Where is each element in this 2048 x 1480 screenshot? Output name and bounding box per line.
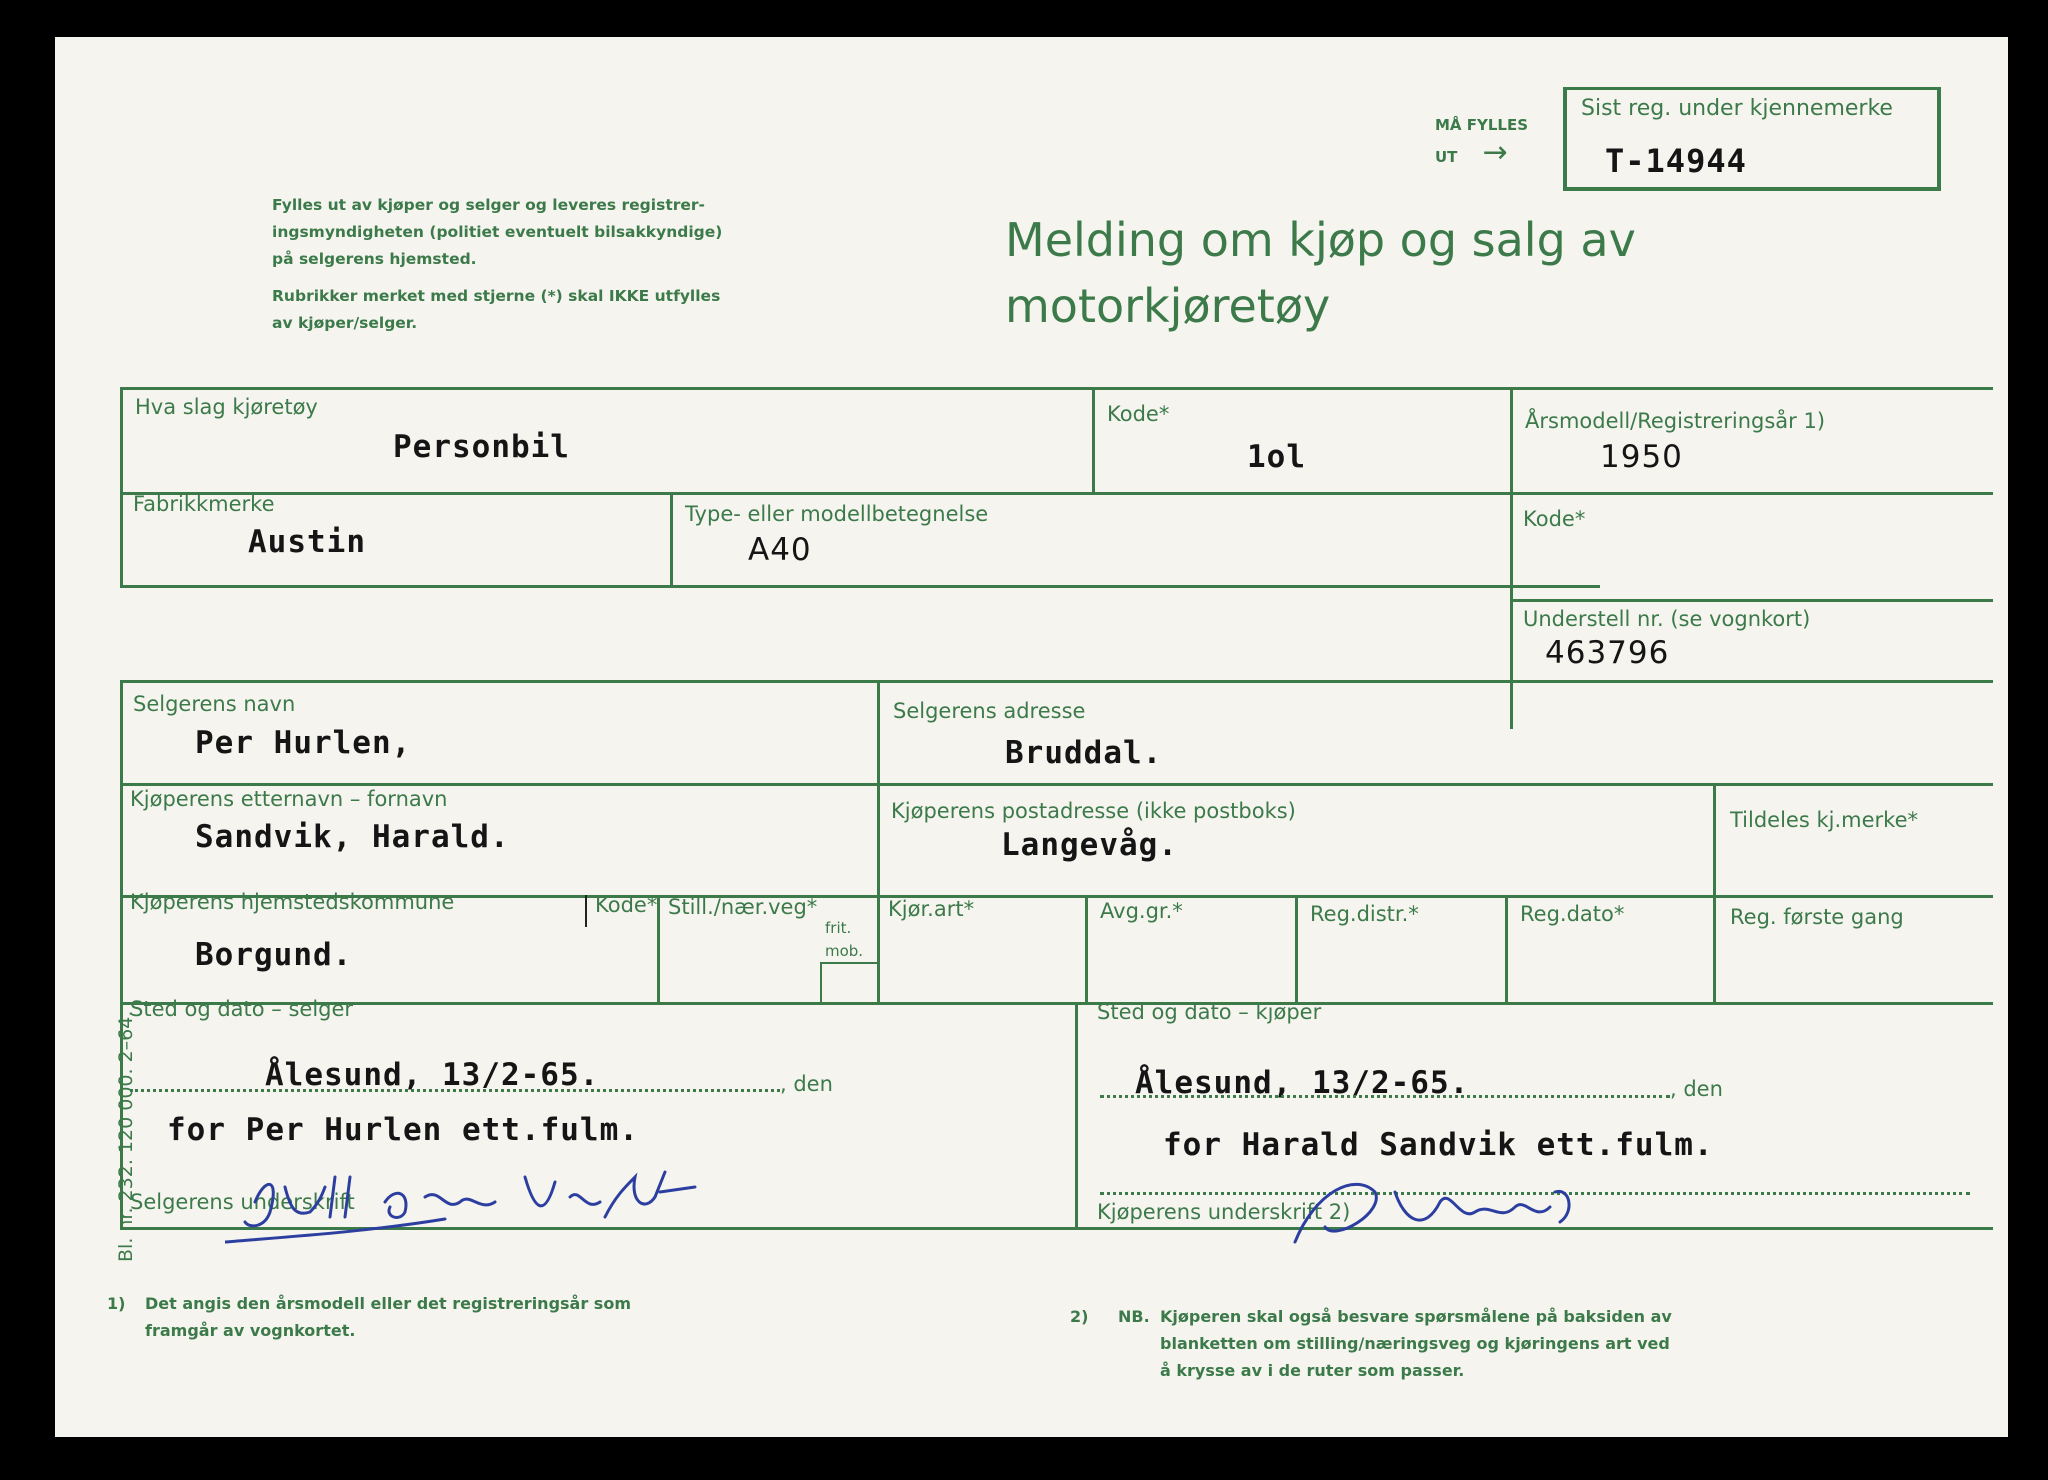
footnote-2-line: blanketten om stilling/næringsveg og kjøringens art ved <box>1160 1334 1670 1353</box>
rule <box>877 895 880 1005</box>
model-value[interactable]: A40 <box>748 532 812 568</box>
form-title-line2: motorkjøretøy <box>1005 279 1331 333</box>
form-title-line1: Melding om kjøp og salg av <box>1005 213 1636 267</box>
buyer-place-value[interactable]: Ålesund, 13/2-65. <box>1135 1065 1470 1101</box>
instruction-line: ingsmyndigheten (politiet eventuelt bilsakkyndige) <box>272 223 723 241</box>
footnote-1-number: 1) <box>107 1294 126 1313</box>
seller-address-value[interactable]: Bruddal. <box>1005 735 1163 771</box>
footnote-1-line: Det angis den årsmodell eller det registreringsår som <box>145 1294 631 1313</box>
form-number-side-note: Bl. nr. 232. 120 000. 2–64. <box>115 1010 137 1262</box>
seller-date-dots <box>130 1089 780 1092</box>
rule <box>1295 895 1298 1005</box>
seller-name-value[interactable]: Per Hurlen, <box>195 725 412 761</box>
rule <box>120 387 1993 390</box>
rule <box>670 492 673 588</box>
instructions-block <box>272 192 722 337</box>
instruction-note-line: av kjøper/selger. <box>272 314 418 332</box>
footnote-2-line: å krysse av i de ruter som passer. <box>1160 1361 1465 1380</box>
municipality-label: Kjøperens hjemstedskommune <box>130 890 455 914</box>
form-title <box>1005 207 1636 339</box>
seller-name-label: Selgerens navn <box>133 692 296 716</box>
footnote-2-line: Kjøperen skal også besvare spørsmålene på baksiden av <box>1160 1307 1672 1326</box>
footnote-1 <box>107 1290 631 1344</box>
position-label: Still./nær.veg* <box>668 895 818 919</box>
footnote-1-line: framgår av vognkortet. <box>145 1321 356 1340</box>
form-sheet <box>55 37 2008 1437</box>
registration-value[interactable]: T-14944 <box>1605 142 1747 180</box>
seller-for-value[interactable]: for Per Hurlen ett.fulm. <box>167 1112 639 1148</box>
kode-label: Kode* <box>595 893 658 917</box>
buyer-signature <box>1235 1132 1685 1262</box>
model-year-value[interactable]: 1950 <box>1600 439 1683 475</box>
buyer-address-label: Kjøperens postadresse (ikke postboks) <box>891 799 1296 823</box>
buyer-sign-label: Kjøperens underskrift 2) <box>1097 1200 1351 1224</box>
rule <box>1092 387 1095 495</box>
rule <box>585 895 587 927</box>
reg-dato-label: Reg.dato* <box>1520 902 1625 926</box>
chassis-value[interactable]: 463796 <box>1545 635 1670 671</box>
must-fill-note <box>1435 112 1528 171</box>
reg-distr-label: Reg.distr.* <box>1310 902 1419 926</box>
rule <box>820 962 877 964</box>
reg-first-label: Reg. første gang <box>1730 905 1904 929</box>
rule <box>1075 1002 1078 1230</box>
rule <box>120 680 1993 683</box>
rule <box>1085 895 1088 1005</box>
footnote-2-number: 2) <box>1070 1307 1089 1326</box>
instruction-note-line: Rubrikker merket med stjerne (*) skal IKKE utfylles <box>272 287 721 305</box>
seller-den-label: , den <box>780 1072 833 1096</box>
vehicle-type-value[interactable]: Personbil <box>393 429 570 465</box>
model-year-label: Årsmodell/Registreringsår 1) <box>1525 409 1826 433</box>
registration-box <box>1563 87 1941 191</box>
must-fill-line2: UT <box>1435 148 1458 166</box>
buyer-name-label: Kjøperens etternavn – fornavn <box>130 787 448 811</box>
frit-label: frit. <box>825 919 852 937</box>
arrow-right-icon: → <box>1482 135 1508 170</box>
buyer-date-dots <box>1100 1095 1670 1098</box>
rule <box>120 492 1993 495</box>
seller-sign-label: Selgerens underskrift <box>130 1190 355 1214</box>
footnote-2 <box>1070 1303 1672 1384</box>
vehicle-code-value[interactable]: 1ol <box>1247 439 1306 475</box>
seller-address-label: Selgerens adresse <box>893 699 1086 723</box>
buyer-place-label: Sted og dato – kjøper <box>1097 1000 1322 1024</box>
municipality-value[interactable]: Borgund. <box>195 937 353 973</box>
instruction-line: på selgerens hjemsted. <box>272 250 477 268</box>
kjor-art-label: Kjør.art* <box>888 897 975 921</box>
rule <box>820 962 822 1002</box>
assigned-plate-label: Tildeles kj.merke* <box>1730 808 1918 832</box>
chassis-label: Understell nr. (se vognkort) <box>1523 607 1811 631</box>
buyer-address-value[interactable]: Langevåg. <box>1001 827 1178 863</box>
vehicle-type-label: Hva slag kjøretøy <box>135 395 318 419</box>
must-fill-line1: MÅ FYLLES <box>1435 116 1529 134</box>
registration-label: Sist reg. under kjennemerke <box>1581 96 1893 121</box>
rule <box>1713 783 1716 1005</box>
buyer-den-label: , den <box>1670 1077 1723 1101</box>
buyer-name-value[interactable]: Sandvik, Harald. <box>195 819 510 855</box>
code2-label: Kode* <box>1523 507 1586 531</box>
footnote-2-nb: NB. <box>1118 1307 1150 1326</box>
make-label: Fabrikkmerke <box>133 492 275 516</box>
instruction-line: Fylles ut av kjøper og selger og leveres registrer- <box>272 196 705 214</box>
model-label: Type- eller modellbetegnelse <box>685 502 989 526</box>
seller-place-label: Sted og dato – selger <box>130 997 354 1021</box>
buyer-for-value[interactable]: for Harald Sandvik ett.fulm. <box>1163 1127 1714 1163</box>
mob-label: mob. <box>825 942 864 960</box>
rule <box>1510 599 1993 602</box>
avg-gr-label: Avg.gr.* <box>1100 899 1183 923</box>
rule <box>120 387 123 588</box>
vehicle-code-label: Kode* <box>1107 402 1170 426</box>
rule <box>120 585 1600 588</box>
rule <box>877 680 880 902</box>
make-value[interactable]: Austin <box>248 524 366 560</box>
rule <box>1505 895 1508 1005</box>
rule <box>1510 387 1513 729</box>
rule <box>657 895 660 1005</box>
seller-signature <box>225 1117 925 1247</box>
seller-place-value[interactable]: Ålesund, 13/2-65. <box>265 1057 600 1093</box>
